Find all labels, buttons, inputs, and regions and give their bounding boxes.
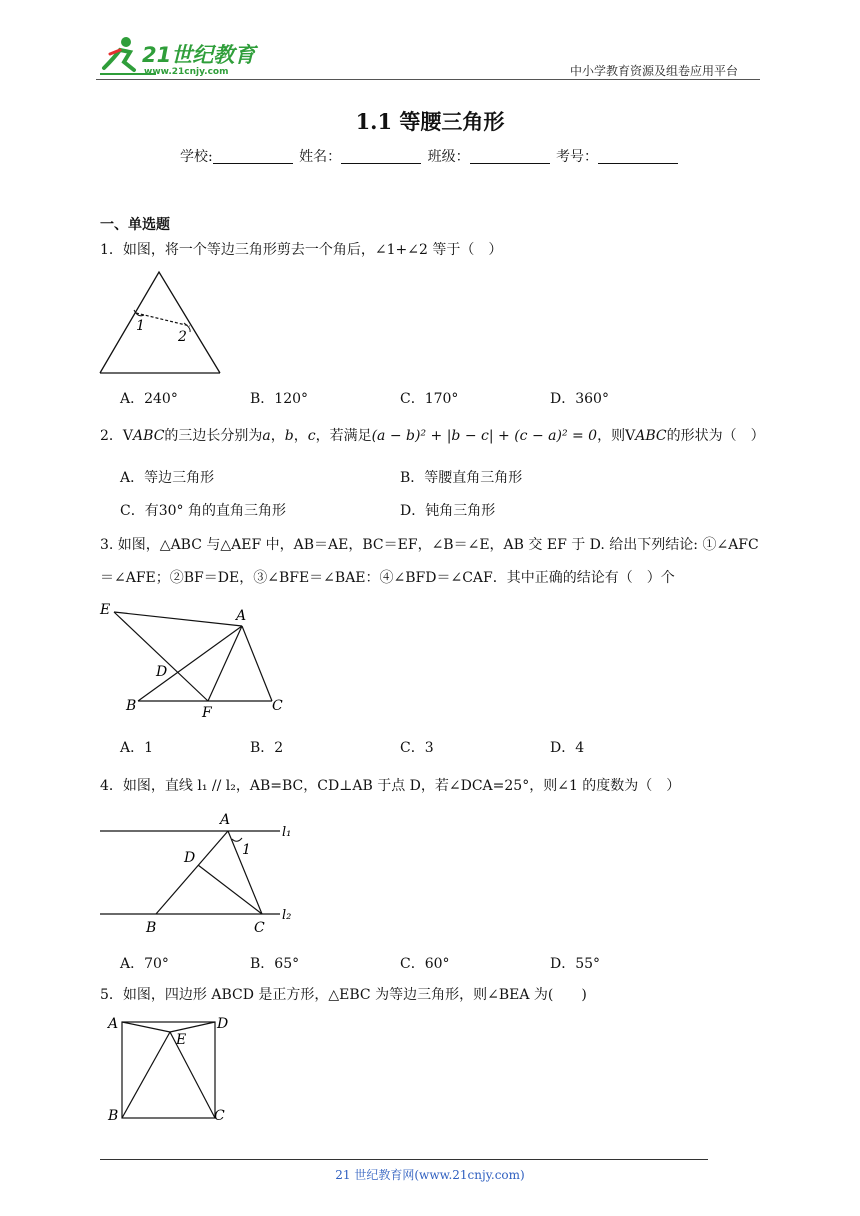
q5-label-e: E bbox=[176, 1032, 187, 1048]
page-title: 1.1 等腰三角形 bbox=[355, 109, 505, 134]
q1-option-d[interactable]: D．360° bbox=[550, 391, 609, 407]
q2-equation: (a − b)² + |b − c| + (c − a)² = 0 bbox=[371, 428, 598, 444]
q3-label-b: B bbox=[126, 698, 137, 714]
q1-label-1: 1 bbox=[136, 318, 145, 334]
student-info bbox=[0, 146, 860, 166]
name-field[interactable] bbox=[341, 149, 421, 164]
q3-option-b[interactable]: B．2 bbox=[250, 740, 284, 756]
exam-no-field[interactable] bbox=[598, 149, 678, 164]
exam-no-label: 考号： bbox=[556, 149, 599, 165]
footer-link[interactable]: 21 世纪教育网(www.21cnjy.com) bbox=[335, 1168, 525, 1182]
q4-label-l2: l₂ bbox=[282, 908, 292, 923]
q2-option-c[interactable]: C．有30° 角的直角三角形 bbox=[120, 503, 286, 519]
site-logo bbox=[96, 34, 261, 78]
platform-name: 中小学教育资源及组卷应用平台 bbox=[570, 64, 739, 78]
logo-text: 21世纪教育 bbox=[142, 43, 256, 67]
question-1-text: 1．如图，将一个等边三角形剪去一个角后，∠1+∠2 等于（ ） bbox=[100, 242, 503, 258]
q4-label-b: B bbox=[146, 920, 157, 936]
q1-label-2: 2 bbox=[178, 329, 187, 345]
q3-label-c: C bbox=[272, 698, 283, 714]
q5-label-a: A bbox=[108, 1016, 119, 1032]
school-label: 学校: bbox=[179, 149, 213, 165]
q5-label-c: C bbox=[214, 1108, 225, 1124]
header-divider bbox=[96, 79, 760, 80]
section-heading: 一、单选题 bbox=[100, 217, 170, 233]
question-5-figure bbox=[104, 1010, 234, 1125]
q4-option-c[interactable]: C．60° bbox=[400, 956, 450, 972]
class-label: 班级： bbox=[427, 149, 470, 165]
q3-label-f: F bbox=[202, 705, 212, 721]
q3-option-a[interactable]: A．1 bbox=[120, 740, 154, 756]
q3-label-e: E bbox=[100, 602, 111, 618]
question-3-line-1: 3. 如图，△ABC 与△AEF 中，AB＝AE，BC＝EF，∠B＝∠E，AB 交 EF 于 D. 给出下列结论: ①∠AFC bbox=[100, 537, 759, 553]
question-2-text: 2．VABC的三边长分别为a，b，c，若满足(a − b)² + |b − c| + (c − a)² = 0，则VABC的形状为（ ） bbox=[100, 428, 765, 444]
question-1-figure bbox=[96, 268, 226, 378]
q5-label-d: D bbox=[217, 1016, 229, 1032]
q4-label-c: C bbox=[254, 920, 265, 936]
question-5-text: 5．如图，四边形 ABCD 是正方形，△EBC 为等边三角形，则∠BEA 为( ) bbox=[100, 987, 587, 1003]
q2-option-a[interactable]: A．等边三角形 bbox=[120, 470, 215, 486]
question-4-figure bbox=[96, 808, 306, 936]
footer-divider bbox=[100, 1159, 708, 1160]
q4-label-1: 1 bbox=[242, 842, 251, 858]
q1-option-a[interactable]: A．240° bbox=[120, 391, 178, 407]
q4-option-a[interactable]: A．70° bbox=[120, 956, 169, 972]
q4-label-a: A bbox=[220, 812, 231, 828]
name-label: 姓名： bbox=[299, 149, 342, 165]
question-3-line-2: ＝∠AFE；②BF＝DE，③∠BFE＝∠BAE：④∠BFD＝∠CAF．其中正确的结论有（ ）个 bbox=[100, 570, 675, 586]
question-3-figure bbox=[96, 598, 296, 722]
q3-option-c[interactable]: C．3 bbox=[400, 740, 434, 756]
q5-label-b: B bbox=[108, 1108, 119, 1124]
question-4-text: 4．如图，直线 l₁ // l₂，AB=BC，CD⊥AB 于点 D，若∠DCA=25°，则∠1 的度数为（ ） bbox=[100, 778, 681, 794]
q1-option-b[interactable]: B．120° bbox=[250, 391, 309, 407]
q1-option-c[interactable]: C．170° bbox=[400, 391, 459, 407]
school-field[interactable] bbox=[213, 149, 293, 164]
q4-option-b[interactable]: B．65° bbox=[250, 956, 300, 972]
logo-url: www.21cnjy.com bbox=[144, 67, 229, 77]
q2-option-d[interactable]: D．钝角三角形 bbox=[400, 503, 496, 519]
q3-label-d: D bbox=[156, 664, 168, 680]
class-field[interactable] bbox=[470, 149, 550, 164]
q3-option-d[interactable]: D．4 bbox=[550, 740, 585, 756]
q4-label-l1: l₁ bbox=[282, 825, 292, 840]
q4-label-d: D bbox=[184, 850, 196, 866]
q4-option-d[interactable]: D．55° bbox=[550, 956, 601, 972]
q3-label-a: A bbox=[236, 608, 247, 624]
q2-option-b[interactable]: B．等腰直角三角形 bbox=[400, 470, 523, 486]
